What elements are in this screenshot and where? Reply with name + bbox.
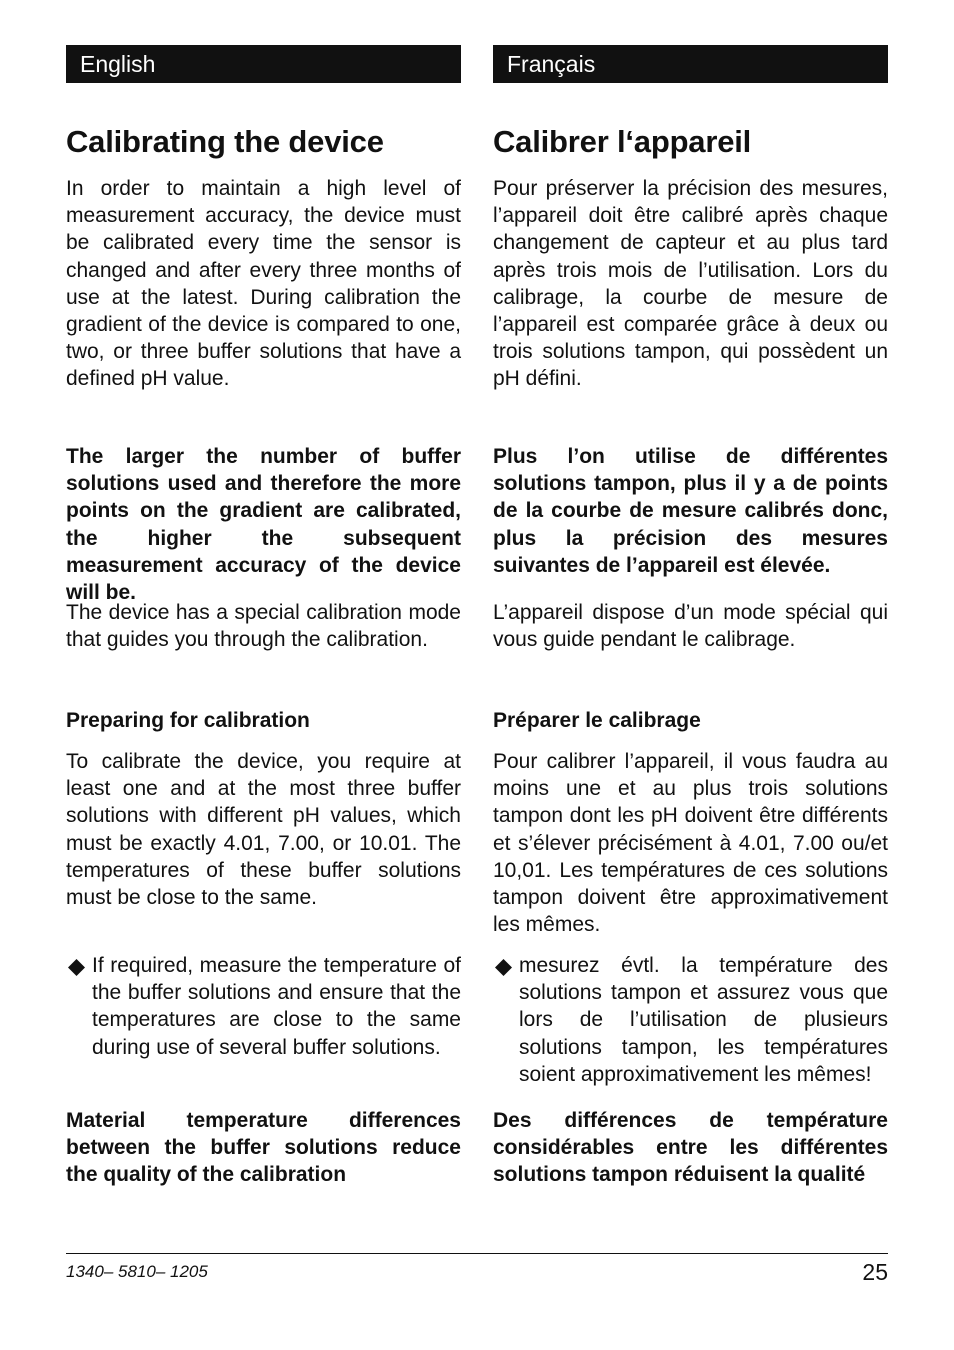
diamond-bullet-icon xyxy=(68,959,85,976)
bullet-item-english xyxy=(66,952,461,1061)
warning-note-english: Material temperature differences between the buffer solutions reduce the quality of the calibration xyxy=(66,1109,461,1187)
french-column xyxy=(493,45,888,1187)
footer-divider xyxy=(66,1253,888,1254)
intro-paragraph-english: In order to maintain a high level of measurement accuracy, the device must be calibrated every time the sensor is changed and after every three months of use at the latest. During calibration the gradient of the device is compared to one, two, or three buffer solutions that have a defined pH value. xyxy=(66,177,461,391)
warning-note-french: Des différences de température considérables entre les différentes solutions tampon réduisent la qualité xyxy=(493,1109,888,1187)
subheading-english: Preparing for calibration xyxy=(66,709,310,732)
document-number: 1340– 5810– 1205 xyxy=(66,1262,208,1281)
bullet-item-french xyxy=(493,952,888,1088)
section-title-english: Calibrating the device xyxy=(66,124,384,159)
language-tab-english: English xyxy=(66,45,461,83)
requirements-paragraph-french: Pour calibrer l’appareil, il vous faudra au moins une et au plus trois solutions tampon dont les pH doivent être différents et s’élever précisément à 4.01, 7.00 ou/et 10,01. Les températures de ces solutions tampon doivent être approximativement les mêmes. xyxy=(493,750,888,937)
page-number: 25 xyxy=(862,1259,888,1285)
bold-note-english: The larger the number of buffer solutions used and therefore the more points on the gradient are calibrated, the higher the subsequent measurement accuracy of the device will be. xyxy=(66,445,461,605)
bold-note-french: Plus l’on utilise de différentes solutions tampon, plus il y a de points de la courbe de mesure calibrés donc, plus la précision des mesures suivantes de l’appareil est élevée. xyxy=(493,445,888,577)
language-tab-french: Français xyxy=(493,45,888,83)
subheading-french: Préparer le calibrage xyxy=(493,709,701,732)
bullet-text-french: mesurez évtl. la température des solutions tampon et assurez vous que lors de l’utilisation de plusieurs solutions tampon, les températures soient approximativement les mêmes! xyxy=(519,954,888,1086)
requirements-paragraph-english: To calibrate the device, you require at least one and at the most three buffer solutions with different pH values, which must be exactly 4.01, 7.00, or 10.01. The temperatures of these buffer solutions must be close to the same. xyxy=(66,750,461,910)
section-title-french: Calibrer l‘appareil xyxy=(493,124,752,159)
english-column xyxy=(66,45,461,1187)
calibration-mode-paragraph-french: L’appareil dispose d’un mode spécial qui vous guide pendant le calibrage. xyxy=(493,601,888,652)
diamond-bullet-icon xyxy=(495,959,512,976)
bullet-text-english: If required, measure the temperature of the buffer solutions and ensure that the temperatures are close to the same during use of several buffer solutions. xyxy=(92,954,461,1059)
calibration-mode-paragraph-english: The device has a special calibration mode that guides you through the calibration. xyxy=(66,601,461,652)
intro-paragraph-french: Pour préserver la précision des mesures, l’appareil doit être calibré après chaque changement de capteur et au plus tard après trois mois de l’utilisation. Lors du calibrage, la courbe de mesure de l’appareil est comparée grâce à deux ou trois solutions tampon, qui possèdent un pH défini. xyxy=(493,177,888,391)
